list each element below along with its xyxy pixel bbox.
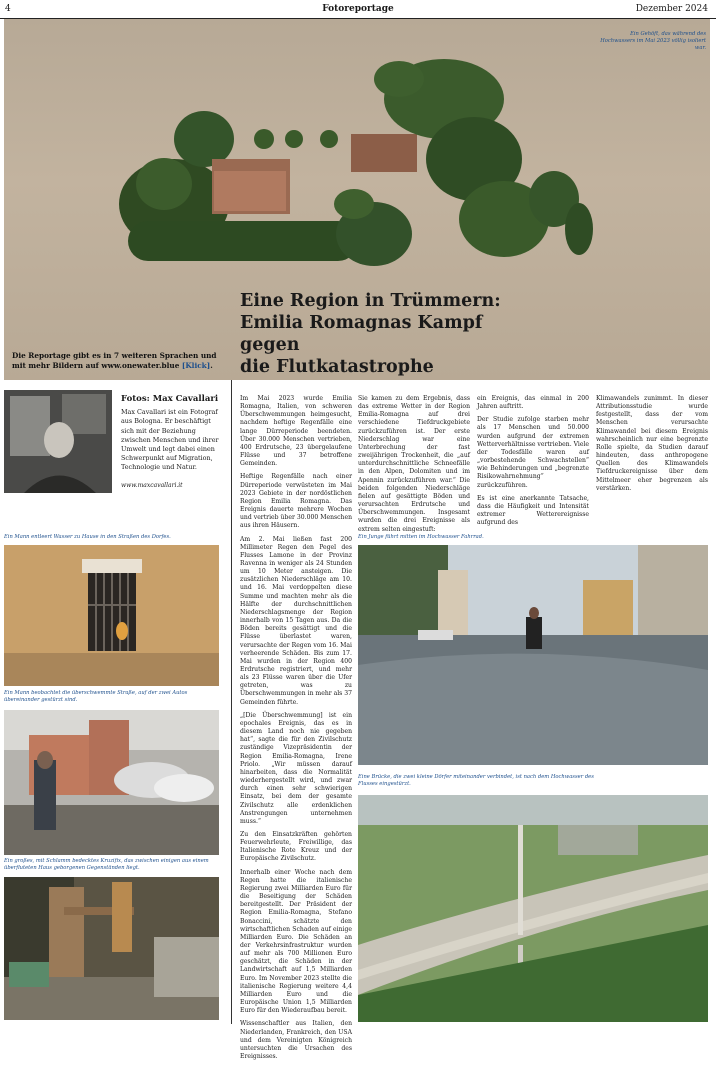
page-number: 4 bbox=[5, 4, 11, 14]
photo-collapsed-bridge bbox=[358, 795, 708, 1022]
photo-window-man bbox=[4, 545, 219, 686]
issue-date: Dezember 2024 bbox=[635, 4, 708, 14]
caption-1: Ein Mann entleert Wasser zu Hause in den Straßen des Dorfes. bbox=[4, 534, 171, 540]
author-heading: Fotos: Max Cavallari bbox=[121, 394, 219, 404]
author-text: Max Cavallari ist ein Fotograf aus Bologna. Er beschäftigt sich mit der Beziehung zwischen Menschen und ihrer Umwelt und legt dabei einen Schwerpunkt auf Migration, Technologie und Natur. bbox=[121, 408, 219, 472]
text-column-3: ein Ereignis, das einmal in 200 Jahren auftritt. Der Studie zufolge starben mehr als 17 Menschen und 50.000 wurden aufgrund der extremen Wetterverhältnisse vertrieben. Viele der Todesfälle waren auf „vorbestehende Schwachstellen“ wie Behinderungen und „begrenzte Risikowahrnehmung“ zurückzuführen. Es ist eine anerkannte Tatsache, dass die Häufigkeit und Intensität extremer Wetterereignisse aufgrund des bbox=[477, 395, 589, 527]
language-note: Die Reportage gibt es in 7 weiteren Sprachen und mit mehr Bildern auf www.onewater.blue [Klick]. bbox=[12, 351, 217, 370]
article-title: Eine Region in Trümmern: Emilia Romagnas Kampf gegen die Flutkatastrophe bbox=[240, 291, 501, 377]
author-portrait bbox=[4, 390, 112, 493]
author-bio bbox=[121, 395, 224, 490]
photo-flooded-street bbox=[358, 545, 708, 765]
photo-stacked-cars bbox=[4, 710, 219, 855]
caption-2: Ein Mann beobachtet die überschwemmte Straße, auf der zwei Autos übereinander gestürzt sind. bbox=[4, 690, 188, 703]
text-column-4: Klimawandels zunimmt. In dieser Attributionsstudie wurde festgestellt, dass der vom Menschen verursachte Klimawandel bei diesem Ereignis wahrscheinlich nur eine begrenzte Rolle spielte, da Studien darauf hindeuten, dass anthropogene Quellen des Klimawandels Tiefdruckereignisse über dem Mittelmeer eher begrenzen als verstärken. bbox=[596, 395, 708, 492]
caption-4: Ein Junge führt mitten im Hochwasser Fahrrad. bbox=[358, 534, 484, 540]
caption-3: Ein großes, mit Schlamm bedecktes Kruzifix, das zwischen einigen aus einem überfluteten Haus geborgenen Gegenständen liegt. bbox=[4, 858, 209, 871]
page-header bbox=[0, 0, 716, 19]
author-url[interactable]: www.maxcavallari.it bbox=[121, 481, 183, 489]
column-divider bbox=[231, 380, 232, 1024]
text-column-2: Sie kamen zu dem Ergebnis, dass das extreme Wetter in der Region Emilia-Romagna auf drei verschiedene Tiefdruckgebiete zurückzuführen ist. Der erste Niederschlag war eine Unterbrechung der fast zweijährigen Trockenheit, die „auf unterdurchschnittliche Schneefälle in den Alpen, Dolomiten und im Apennin zurückzuführen war.“ Die beiden folgenden Niederschläge fielen auf gesättigte Böden und verursachten Erdrutsche und Überschwemmungen. Insgesamt wurden die drei Ereignisse als extrem selten eingestuft: bbox=[358, 395, 470, 533]
text-column-1: Im Mai 2023 wurde Emilia Romagna, Italien, von schweren Überschwemmungen heimgesucht, nachdem heftige Regenfälle eine lange Dürreperiode beendeten. Über 30.000 Menschen vertrieben, 400 Erdrutsche, 23 übergelaufene Flüsse und 37 betroffene Gemeinden. Heftige Regenfälle nach einer Dürreperiode verwüsteten im Mai 2023 Gebiete in der nordöstlichen Region Emilia Romagna. Das Ereignis dauerte mehrere Wochen und vertrieb über 30.000 Menschen aus ihren Häusern. Am 2. Mai ließen fast 200 Millimeter Regen den Pegel des Flusses Lamone in der Provinz Ravenna in weniger als 24 Stunden um 10 Meter ansteigen. Die zusätzlichen Niederschläge am 10. und 16. Mai verdoppelten diese Summe und machten mehr als die Hälfte der durchschnittlichen Niederschlagsmenge der Region innerhalb von 15 Tagen aus. Da die Böden bereits gesättigt und die Flüsse überlastet waren, verursachte der Regen vom 16. Mai verheerende Schäden. Bis zum 17. Mai wurden in der Region 400 Erdrutsche registriert, und mehr als 23 Flüsse waren über die Ufer getreten, was zu Überschwemmungen in mehr als 37 Gemeinden führte. „[Die Überschwemmung] ist ein epochales Ereignis, das es in diesem Land noch nie gegeben hat“, sagte die für den Zivilschutz zuständige Vizepräsidentin der Region Emilia-Romagna, Irene Priolo. „Wir müssen darauf hinarbeiten, dass die Normalität wiederhergestellt wird, und zwar durch einen sehr schwierigen Einsatz, bei dem der gesamte Zivilschutz alle erdenklichen Anstrengungen unternehmen muss.“ Zu den Einsatzkräften gehörten Feuerwehrleute, Freiwillige, das Italienische Rote Kreuz und der Europäische Zivilschutz. Innerhalb einer Woche nach dem Regen hatte die italienische Regierung zwei Milliarden Euro für die Beseitigung der Schäden bereitgestellt. Der Präsident der Region Emilia-Romagna, Stefano Bonaccini, schätzte den wirtschaftlichen Schaden auf einige Milliarden Euro. Die Schäden an der Verkehrsinfrastruktur wurden auf mehr als 700 Millionen Euro geschätzt, die Schäden in der Landwirtschaft auf 1,5 Milliarden Euro. Im November 2023 stellte die italienische Regierung weitere 4,4 Milliarden Euro und die Europäische Union 1,5 Milliarden Euro für den Wiederaufbau bereit. Wissenschaftler aus Italien, den Niederlanden, Frankreich, den USA und dem Vereinigten Königreich untersuchten die Ursachen des Ereignisses. bbox=[240, 395, 352, 1061]
caption-5: Eine Brücke, die zwei kleine Dörfer miteinander verbindet, ist nach dem Hochwasser des Flusses eingestürzt. bbox=[358, 774, 594, 787]
section-title: Fotoreportage bbox=[322, 4, 394, 14]
hero-caption: Ein Gehöft, das während des Hochwassers im Mai 2023 völlig isoliert war. bbox=[600, 31, 706, 51]
photo-crucifix bbox=[4, 877, 219, 1020]
more-link[interactable]: [Klick] bbox=[181, 360, 211, 370]
